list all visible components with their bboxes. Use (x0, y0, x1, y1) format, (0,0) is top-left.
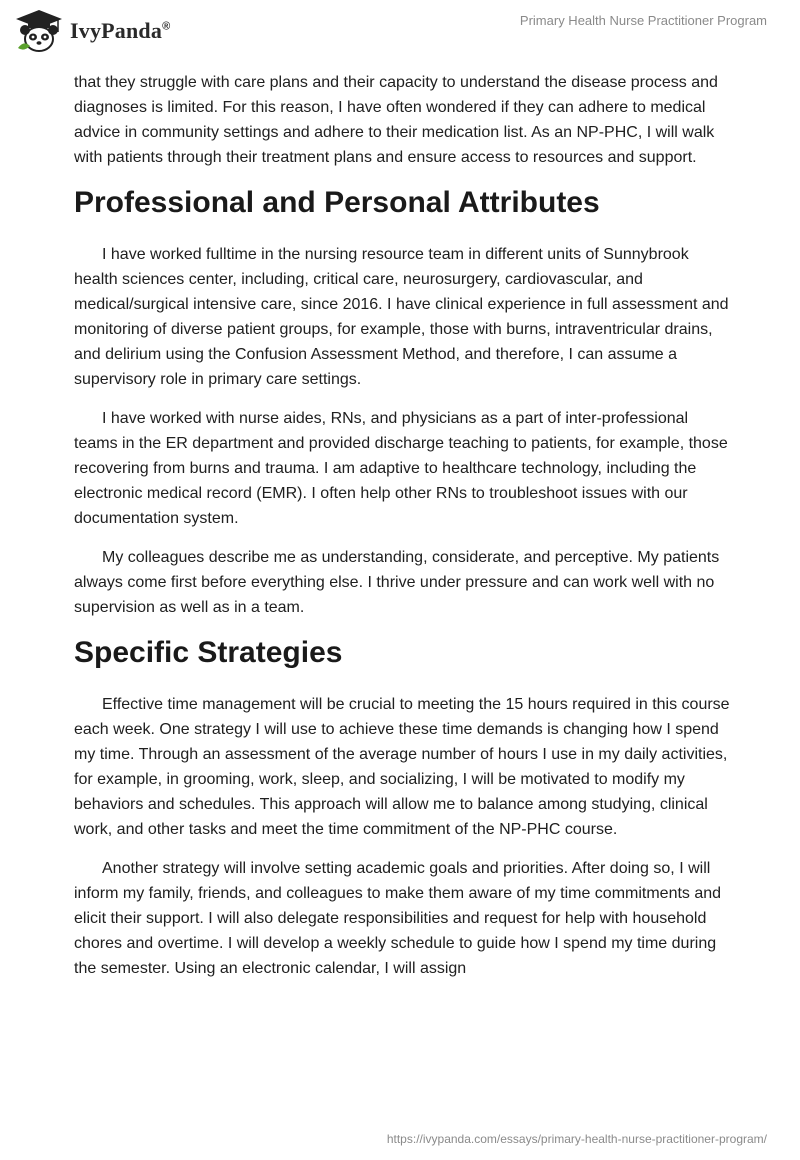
page-header (0, 0, 800, 64)
logo-wordmark: IvyPanda® (70, 18, 171, 43)
paragraph: My colleagues describe me as understanding, considerate, and perceptive. My patients always come first before everything else. I thrive under pressure and can work well with no supervision as well as in a team. (74, 549, 720, 616)
ivypanda-logo[interactable] (14, 8, 170, 54)
section-heading-professional-attributes: Professional and Personal Attributes (74, 186, 600, 219)
intro-paragraph: that they struggle with care plans and their capacity to understand the disease process and diagnoses is limited. For this reason, I have often wondered if they can adhere to medical advice in community settings and adhere to their medication list. As an NP-PHC, I will walk with patients through their treatment plans and ensure access to resources and support. (74, 74, 718, 166)
paragraph: Another strategy will involve setting academic goals and priorities. After doing so, I will inform my family, friends, and colleagues to make them aware of my time commitments and elicit their support. I will also delegate responsibilities and request for help with household chores and overtime. I will develop a weekly schedule to guide how I spend my time during the semester. Using an electronic calendar, I will assign (74, 860, 722, 977)
document-title: Primary Health Nurse Practitioner Program (519, 13, 767, 28)
section-heading-specific-strategies: Specific Strategies (74, 636, 343, 669)
panda-graduate-icon (14, 8, 64, 54)
source-url[interactable]: https://ivypanda.com/essays/primary-health-nurse-practitioner-program/ (386, 1132, 767, 1146)
paragraph: I have worked fulltime in the nursing resource team in different units of Sunnybrook health sciences center, including, critical care, neurosurgery, cardiovascular, and medical/surgical intensive care, since 2016. I have clinical experience in full assessment and monitoring of diverse patient groups, for example, those with burns, intraventricular drains, and delirium using the Confusion Assessment Method, and therefore, I can assume a supervisory role in primary care settings. (74, 246, 729, 388)
paragraph: I have worked with nurse aides, RNs, and physicians as a part of inter-professional teams in the ER department and provided discharge teaching to patients, for example, those recovering from burns and trauma. I am adaptive to healthcare technology, including the electronic medical record (EMR). I often help other RNs to troubleshoot issues with our documentation system. (74, 410, 728, 527)
paragraph: Effective time management will be crucial to meeting the 15 hours required in this course each week. One strategy I will use to achieve these time demands is changing how I spend my time. Through an assessment of the average number of hours I use in my daily activities, for example, in grooming, work, sleep, and socializing, I will be motivated to modify my behaviors and schedules. This approach will allow me to balance among studying, clinical work, and other tasks and meet the time commitment of the NP-PHC course. (74, 696, 730, 838)
essay-content (74, 70, 734, 995)
